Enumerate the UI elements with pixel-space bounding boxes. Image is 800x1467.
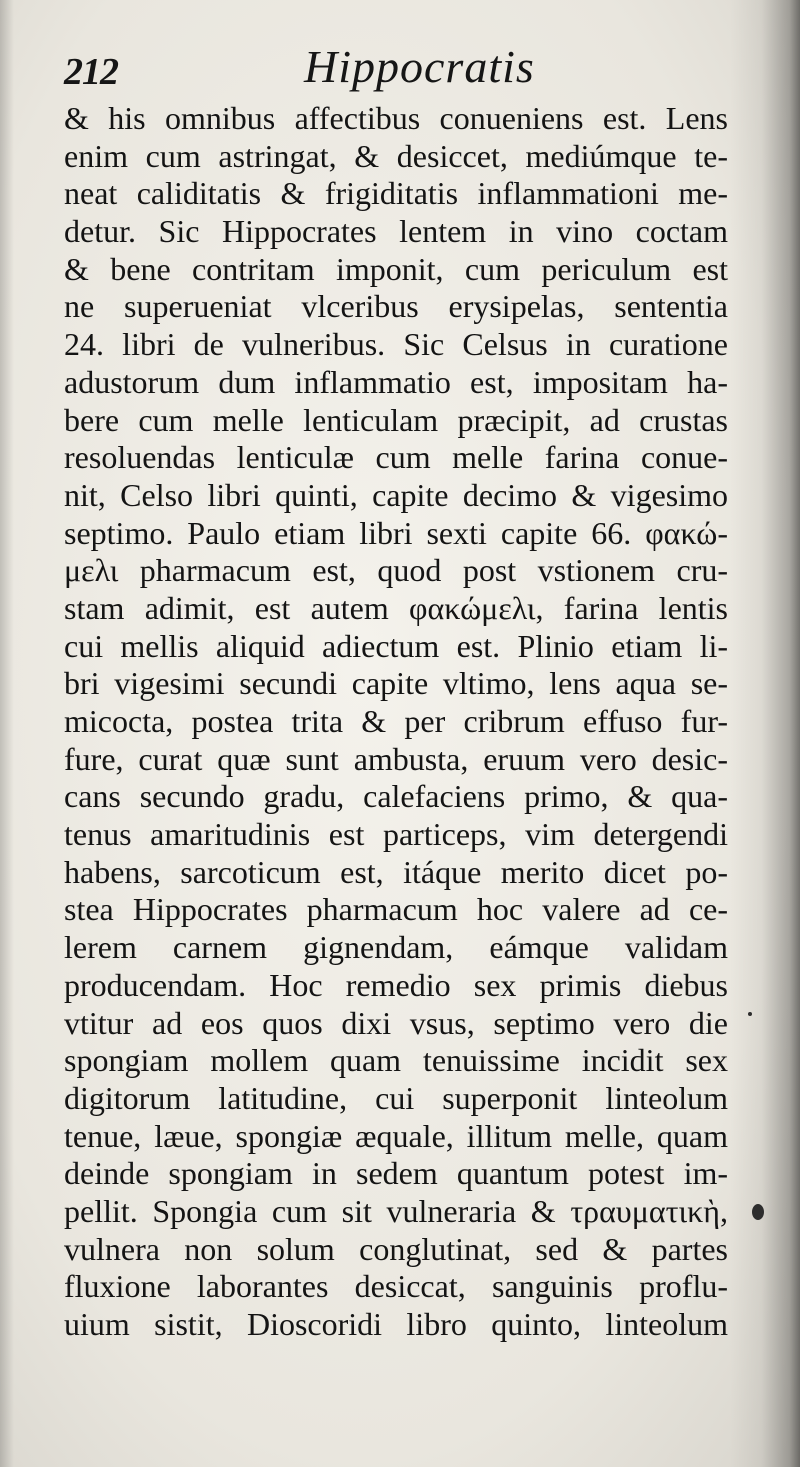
text-line: deinde spongiam in sedem quantum potest im-: [64, 1155, 728, 1192]
text-line: nit, Celso libri quinti, capite decimo & vigesimo: [64, 476, 728, 513]
text-line: micocta, postea trita & per cribrum effuso fur-: [64, 703, 728, 739]
text-line: & bene contritam imponit, cum periculum est: [64, 250, 728, 287]
text-line: pellit. Spongia cum sit vulneraria & τραυματικὴ,: [64, 1192, 728, 1229]
page-left-edge: [0, 0, 14, 1467]
text-line: producendam. Hoc remedio sex primis diebus: [64, 966, 728, 1003]
body-text: [64, 100, 728, 1344]
page-header: [64, 40, 724, 100]
text-line: neat caliditatis & frigiditatis inflammationi me-: [64, 175, 728, 212]
text-line: fluxione laborantes desiccat, sanguinis proflu-: [64, 1268, 728, 1305]
ink-spot: [752, 1204, 764, 1220]
binding-shadow: [730, 0, 800, 1467]
text-line: resoluendas lenticulæ cum melle farina conue-: [64, 439, 728, 476]
ink-speck: [748, 1012, 752, 1016]
running-head: Hippocratis: [304, 41, 535, 92]
page-number: 212: [64, 51, 118, 93]
text-line: bri vigesimi secundi capite vltimo, lens aqua se-: [64, 665, 728, 702]
text-line: cui mellis aliquid adiectum est. Plinio etiam li-: [64, 627, 728, 664]
text-line: fure, curat quæ sunt ambusta, eruum vero desic-: [64, 740, 728, 777]
text-line: digitorum latitudine, cui superponit linteolum: [64, 1079, 728, 1116]
text-line: vulnera non solum conglutinat, sed & partes: [64, 1230, 728, 1267]
text-line: tenue, læue, spongiæ æquale, illitum melle, quam: [64, 1117, 728, 1154]
text-line: ne superueniat vlceribus erysipelas, sententia: [64, 288, 728, 325]
text-line: septimo. Paulo etiam libri sexti capite 66. φακώ-: [64, 514, 728, 551]
text-line: spongiam mollem quam tenuissime incidit sex: [64, 1042, 728, 1079]
text-line: enim cum astringat, & desiccet, mediúmque te-: [64, 137, 728, 174]
text-line: lerem carnem gignendam, eámque validam: [64, 929, 728, 966]
text-line: 24. libri de vulneribus. Sic Celsus in curatione: [64, 326, 728, 363]
text-line: & his omnibus affectibus conueniens est. Lens: [64, 100, 728, 136]
text-line: cans secundo gradu, calefaciens primo, & qua-: [64, 778, 728, 815]
text-line: uium sistit, Dioscoridi libro quinto, linteolum: [64, 1306, 728, 1342]
text-line: habens, sarcoticum est, itáque merito dicet po-: [64, 853, 728, 890]
text-line: tenus amaritudinis est particeps, vim detergendi: [64, 816, 728, 853]
text-line: detur. Sic Hippocrates lentem in vino coctam: [64, 213, 728, 250]
text-line: stea Hippocrates pharmacum hoc valere ad ce-: [64, 891, 728, 928]
text-line: stam adimit, est autem φακώμελι, farina lentis: [64, 589, 728, 626]
text-line: μελι pharmacum est, quod post vstionem cru-: [64, 552, 728, 589]
text-line: vtitur ad eos quos dixi vsus, septimo vero die: [64, 1004, 728, 1041]
text-line: adustorum dum inflammatio est, impositam ha-: [64, 363, 728, 400]
text-line: bere cum melle lenticulam præcipit, ad crustas: [64, 401, 728, 438]
